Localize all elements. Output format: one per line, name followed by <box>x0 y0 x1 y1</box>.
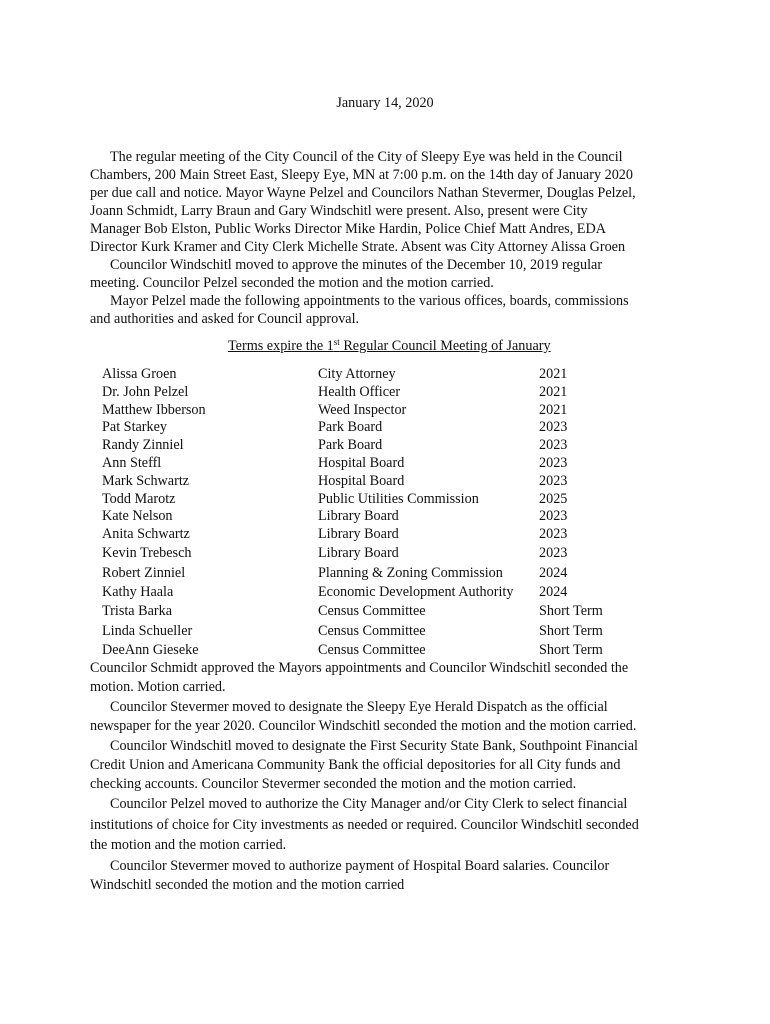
paragraph-line: Councilor Stevermer moved to authorize payment of Hospital Board salaries. Councilor <box>110 858 610 874</box>
paragraph-line: checking accounts. Councilor Stevermer seconded the motion and the motion carried. <box>90 776 577 792</box>
appointee-role: Public Utilities Commission <box>318 490 479 507</box>
appointee-name: DeeAnn Gieseke <box>102 642 199 658</box>
paragraph-line: Councilor Windschitl moved to approve the minutes of the December 10, 2019 regular <box>110 257 603 273</box>
appointee-name: Dr. John Pelzel <box>102 383 189 400</box>
appointee-role: Library Board <box>318 525 399 542</box>
appointee-name: Kevin Trebesch <box>102 544 192 561</box>
appointee-term: Short Term <box>539 603 603 619</box>
paragraph-line: Joann Schmidt, Larry Braun and Gary Windschitl were present. Also, present were City <box>90 203 588 219</box>
appointee-role: Census Committee <box>318 642 426 658</box>
appointee-name: Kate Nelson <box>102 508 173 524</box>
appointee-role: Census Committee <box>318 603 426 619</box>
appointee-name: Matthew Ibberson <box>102 401 206 418</box>
paragraph-line: newspaper for the year 2020. Councilor Windschitl seconded the motion and the motion carried. <box>90 718 637 734</box>
appointee-role: Park Board <box>318 419 383 435</box>
appointee-role: Hospital Board <box>318 472 405 489</box>
appointee-role: Health Officer <box>318 383 401 400</box>
paragraph-line: Director Kurk Kramer and City Clerk Michelle Strate. Absent was City Attorney Alissa Groen <box>90 239 626 255</box>
appointee-role: Library Board <box>318 544 399 561</box>
appointee-term: Short Term <box>539 622 603 639</box>
paragraph-line: Credit Union and Americana Community Bank the official depositories for all City funds and <box>90 757 621 773</box>
appointee-term: Short Term <box>539 642 603 658</box>
paragraph-line: Councilor Windschitl moved to designate the First Security State Bank, Southpoint Financial <box>110 738 638 754</box>
terms-heading-sup: st <box>333 337 340 347</box>
terms-heading-prefix: Terms expire the 1 <box>228 338 334 354</box>
appointee-term: 2023 <box>539 419 568 435</box>
appointee-name: Robert Zinniel <box>102 564 186 581</box>
appointee-name: Alissa Groen <box>102 366 177 382</box>
appointee-role: Weed Inspector <box>318 401 407 418</box>
appointee-role: Census Committee <box>318 622 426 639</box>
appointee-term: 2024 <box>539 564 568 581</box>
terms-heading <box>228 337 551 355</box>
appointee-term: 2021 <box>539 366 568 382</box>
appointee-name: Linda Schueller <box>102 622 193 639</box>
paragraph-line: meeting. Councilor Pelzel seconded the motion and the motion carried. <box>90 275 494 291</box>
paragraph-line: Councilor Pelzel moved to authorize the City Manager and/or City Clerk to select financial <box>110 796 628 812</box>
appointee-role: Hospital Board <box>318 454 405 471</box>
appointee-role: City Attorney <box>318 366 396 382</box>
paragraph-line: The regular meeting of the City Council of the City of Sleepy Eye was held in the Council <box>110 149 623 165</box>
appointee-name: Randy Zinniel <box>102 436 184 453</box>
appointee-role: Library Board <box>318 508 399 524</box>
paragraph-line: institutions of choice for City investments as needed or required. Councilor Windschitl seconded <box>90 817 639 833</box>
paragraph-line: Mayor Pelzel made the following appointments to the various offices, boards, commissions <box>110 293 629 309</box>
paragraph-line: Windschitl seconded the motion and the motion carried <box>90 877 405 893</box>
appointee-role: Park Board <box>318 436 383 453</box>
appointee-name: Todd Marotz <box>102 490 176 507</box>
meeting-date: January 14, 2020 <box>336 95 434 111</box>
appointee-name: Kathy Haala <box>102 583 174 600</box>
paragraph-line: and authorities and asked for Council approval. <box>90 311 360 327</box>
appointee-term: 2023 <box>539 508 568 524</box>
paragraph-line: the motion and the motion carried. <box>90 837 287 853</box>
appointee-name: Trista Barka <box>102 603 173 619</box>
paragraph-line: Councilor Stevermer moved to designate the Sleepy Eye Herald Dispatch as the official <box>110 699 608 715</box>
paragraph-line: motion. Motion carried. <box>90 679 226 695</box>
paragraph-line: Chambers, 200 Main Street East, Sleepy Eye, MN at 7:00 p.m. on the 14th day of January 2020 <box>90 167 633 183</box>
appointee-role: Planning & Zoning Commission <box>318 564 503 581</box>
appointee-term: 2025 <box>539 490 568 507</box>
paragraph-line: per due call and notice. Mayor Wayne Pelzel and Councilors Nathan Stevermer, Douglas Pelzel, <box>90 185 636 201</box>
paragraph-line: Manager Bob Elston, Public Works Director Mike Hardin, Police Chief Matt Andres, EDA <box>90 221 606 237</box>
appointee-term: 2024 <box>539 583 568 600</box>
appointee-term: 2023 <box>539 525 568 542</box>
appointee-term: 2023 <box>539 472 568 489</box>
appointee-term: 2023 <box>539 544 568 561</box>
appointee-term: 2021 <box>539 383 568 400</box>
paragraph-line: Councilor Schmidt approved the Mayors appointments and Councilor Windschitl seconded the <box>90 660 629 676</box>
appointee-name: Mark Schwartz <box>102 472 190 489</box>
appointee-name: Ann Steffl <box>102 454 162 471</box>
appointee-term: 2023 <box>539 454 568 471</box>
appointee-term: 2021 <box>539 401 568 418</box>
terms-heading-suffix: Regular Council Meeting of January <box>339 338 551 354</box>
appointee-term: 2023 <box>539 436 568 453</box>
appointee-name: Anita Schwartz <box>102 525 190 542</box>
appointee-role: Economic Development Authority <box>318 583 514 600</box>
appointee-name: Pat Starkey <box>102 419 168 435</box>
